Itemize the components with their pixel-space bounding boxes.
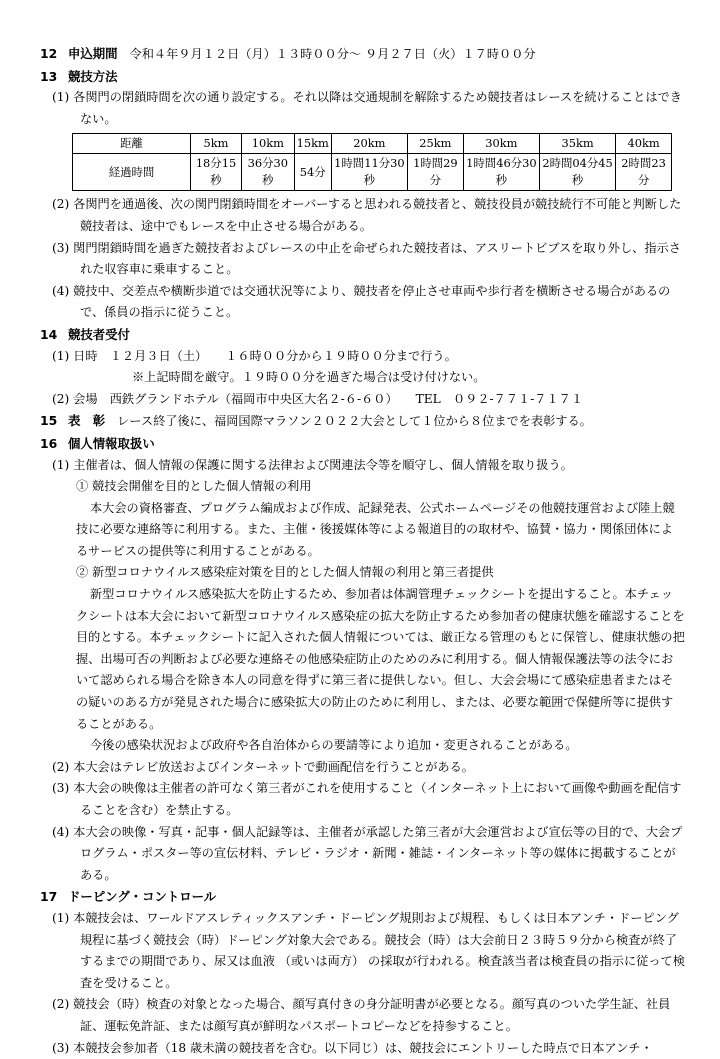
table-cell: 20km	[331, 134, 407, 154]
table-cell: 1時間46分30秒	[463, 154, 539, 191]
table-cell: 2時間04分45秒	[539, 154, 615, 191]
section-12-header: 12 申込期間 令和４年９月１２日（月）１３時００分～ ９月２７日（火）１７時００分	[40, 46, 536, 61]
section-14-header: 14 競技者受付	[40, 326, 130, 342]
table-cell: 30km	[463, 134, 539, 154]
s16-clause-1-heading: ① 競技会開催を目的とした個人情報の利用	[76, 479, 312, 494]
table-row	[73, 154, 672, 191]
s17-item-1: (1) 本競技会は、ワールドアスレティックスアンチ・ドーピング規則および規程、もしくは日本アンチ・ドーピング規程に基づく競技会（時）ドーピング対象大会である。競技会（時）は大会前日２３時５９分から検査が終了するまでの期間であり、尿又は血液 （或いは両方） の採取が行われる。検査該当者は検査員の指示に従って検査を受けること。	[52, 910, 685, 990]
s17-item-2: (2) 競技会（時）検査の対象となった場合、顔写真付きの身分証明書が必要となる。顔写真のついた学生証、社員証、運転免許証、または顔写真が鮮明なパスポートコピーなどを持参すること。	[52, 997, 671, 1033]
section-16-header: 16 個人情報取扱い	[40, 435, 155, 451]
table-cell: 18分15秒	[191, 154, 242, 191]
checkpoint-closing-table	[72, 133, 672, 191]
table-cell: 1時間29分	[407, 154, 463, 191]
application-period: 令和４年９月１２日（月）１３時００分～ ９月２７日（火）１７時００分	[129, 47, 536, 61]
table-cell: 35km	[539, 134, 615, 154]
s16-item-1: (1) 主催者は、個人情報の保護に関する法律および関連法令等を順守し、個人情報を取り扱う。	[52, 457, 573, 472]
table-cell: 1時間11分30秒	[331, 154, 407, 191]
table-row	[73, 134, 672, 154]
s16-item-3: (3) 本大会の映像は主催者の許可なく第三者がこれを使用すること（インターネット上において画像や動画を配信することを含む）を禁止する。	[52, 781, 682, 817]
s16-clause-2-text-2: 今後の感染状況および政府や各自治体からの要請等により追加・変更されることがある。	[90, 738, 578, 753]
table-cell: 36分30秒	[242, 154, 295, 191]
section-13-header: 13 競技方法	[40, 68, 118, 84]
table-header-elapsed: 経過時間	[73, 154, 191, 191]
table-cell: 54分	[294, 154, 331, 191]
s13-item-2: (2) 各関門を通過後、次の関門閉鎖時間をオーバーすると思われる競技者と、競技役員が競技続行不可能と判断した競技者は、途中でもレースを中止させる場合がある。	[52, 197, 682, 233]
section-15-header: 15 表 彰 レース終了後に、福岡国際マラソン２０２２大会として１位から８位までを表彰する。	[40, 413, 592, 429]
s13-item-1: (1) 各関門の閉鎖時間を次の通り設定する。それ以降は交通規制を解除するため競技者はレースを続けることはできない。	[52, 90, 682, 126]
s17-item-3: (3) 本競技会参加者（18 歳未満の競技者を含む。以下同じ）は、競技会にエントリーした時点で日本アンチ・	[52, 1040, 653, 1055]
table-cell: 10km	[242, 134, 295, 154]
table-cell: 15km	[294, 134, 331, 154]
s16-clause-2-heading: ② 新型コロナウイルス感染症対策を目的とした個人情報の利用と第三者提供	[76, 565, 494, 580]
s16-item-4: (4) 本大会の映像・写真・記事・個人記録等は、主催者が承認した第三者が大会運営および宣伝等の目的で、大会プログラム・ポスター等の宣伝材料、テレビ・ラジオ・新聞・雑誌・インターネット等の媒体に掲載することがある。	[52, 824, 683, 882]
s14-item-2: (2) 会場 西鉄グランドホテル（福岡市中央区大名２-６-６０） TEL ０９２-７７１-７１７１	[52, 391, 584, 406]
section-17-header: 17 ドーピング・コントロール	[40, 889, 217, 905]
document-body	[40, 43, 685, 1059]
s14-item-1: (1) 日時 １２月３日（土） １６時００分から１９時００分まで行う。	[52, 348, 457, 363]
s14-note: ※上記時間を厳守。１９時００分を過ぎた場合は受け付けない。	[132, 370, 486, 385]
table-cell: 40km	[616, 134, 672, 154]
s16-item-2: (2) 本大会はテレビ放送およびインターネットで動画配信を行うことがある。	[52, 759, 474, 774]
s13-item-3: (3) 関門閉鎖時間を過ぎた競技者およびレースの中止を命ぜられた競技者は、アスリートビブスを取り外し、指示された収容車に乗車すること。	[52, 240, 681, 277]
table-cell: 25km	[407, 134, 463, 154]
table-cell: 2時間23分	[616, 154, 672, 191]
awards-text: レース終了後に、福岡国際マラソン２０２２大会として１位から８位までを表彰する。	[117, 414, 592, 429]
table-cell: 5km	[191, 134, 242, 154]
s16-clause-1-text: 本大会の資格審査、プログラム編成および作成、記録発表、公式ホームページその他競技運営および陸上競技に必要な連絡等に利用する。また、主催・後援媒体等による報道目的の取材や、協賛・協力・関係団体によるサービスの提供等に利用することがある。	[76, 500, 675, 558]
table-header-distance: 距離	[73, 134, 191, 154]
s13-item-4: (4) 競技中、交差点や横断歩道では交通状況等により、競技者を停止させ車両や歩行者を横断させる場合があるので、係員の指示に従うこと。	[52, 283, 671, 320]
s16-clause-2-text: 新型コロナウイルス感染拡大を防止するため、参加者は体調管理チェックシートを提出すること。本チェックシートは本大会において新型コロナウイルス感染症の拡大を防止するため参加者の健康状態を確認することを目的とする。本チェックシートに記入された個人情報については、厳正なる管理のもとに保管し、健康状態の把握、出場可否の判断および必要な連絡その他感染症防止のためのみに利用する。個人情報保護法等の法令において認められる場合を除き本人の同意を得ずに第三者に提供しない。但し、大会会場にて感染症患者またはその疑いのある方が発見された場合に感染拡大の防止のために利用し、または、必要な範囲で保健所等に提供することがある。	[76, 587, 685, 731]
